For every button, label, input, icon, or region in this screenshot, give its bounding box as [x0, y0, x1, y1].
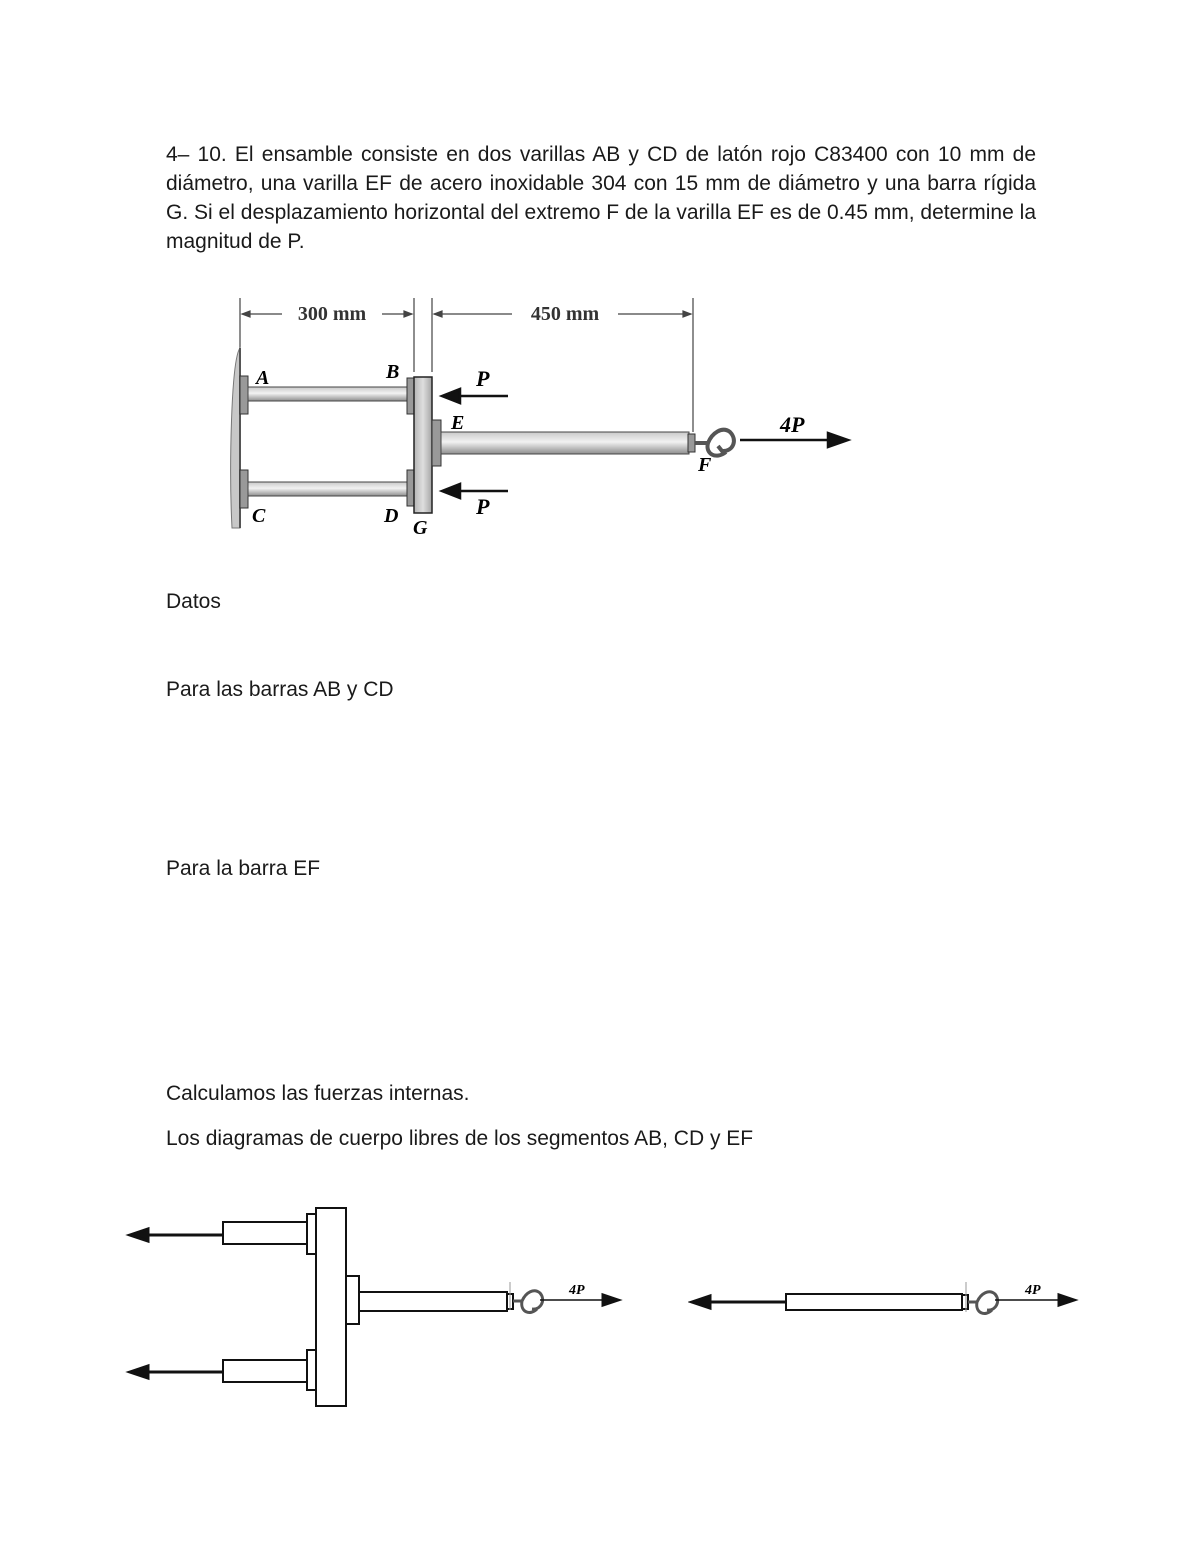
heading-barras-ab-cd: Para las barras AB y CD [166, 678, 394, 701]
label-e: E [451, 412, 465, 434]
label-p-top: P [476, 366, 490, 391]
fbd-assembly [125, 1200, 625, 1415]
assembly-figure [225, 290, 865, 550]
label-a: A [256, 367, 270, 389]
rod-cd [240, 470, 415, 508]
label-b: B [386, 361, 400, 383]
label-d: D [384, 505, 399, 527]
rod-ef [432, 420, 695, 466]
problem-statement: 4– 10. El ensamble consiste en dos varillas AB y CD de latón rojo C83400 con 10 mm de diámetro, una varilla EF de acero inoxidable 304 con 15 mm de diámetro y una barra rígida G. Si el desplazamiento horizontal del extremo F de la varilla EF es de 0.45 mm, determine la magnitud de P. [166, 143, 1036, 253]
dimension-450mm: 450 mm [530, 303, 600, 325]
hook-icon [695, 430, 734, 456]
label-4p: 4P [780, 412, 805, 437]
label-f: F [698, 454, 712, 476]
rigid-bar-g [414, 377, 432, 513]
heading-datos: Datos [166, 590, 221, 613]
fixed-wall [231, 348, 240, 528]
heading-diagramas: Los diagramas de cuerpo libres de los segmentos AB, CD y EF [166, 1127, 754, 1150]
hook-icon [968, 1292, 998, 1314]
heading-barra-ef: Para la barra EF [166, 857, 321, 880]
fbd-label-4p-left: 4P [569, 1283, 585, 1298]
dimension-300mm: 300 mm [297, 303, 367, 325]
label-c: C [252, 505, 266, 527]
fbd-rod-ef [688, 1275, 1080, 1320]
hook-icon [513, 1291, 543, 1313]
heading-fuerzas-internas: Calculamos las fuerzas internas. [166, 1082, 470, 1105]
fbd-label-4p-right: 4P [1025, 1283, 1041, 1298]
label-p-bottom: P [476, 494, 490, 519]
label-g: G [413, 517, 428, 539]
